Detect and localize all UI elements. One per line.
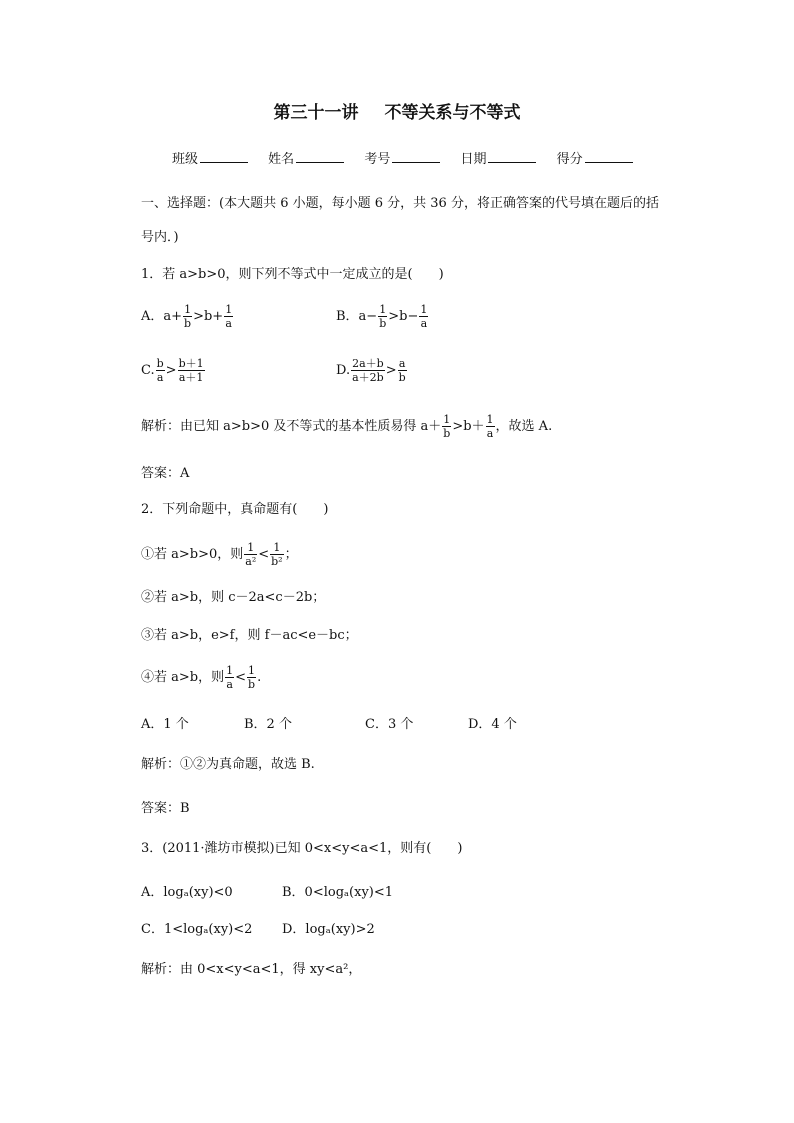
q2-prop-1: ①若 a>b>0，则 $\frac{1}{\text{a²}}$ < $\frac{1}{\text{b²}}$ ； <box>141 541 298 568</box>
q2-answer: 答案：B <box>141 801 190 816</box>
exam-no-label: 考号 <box>364 152 391 167</box>
q3-option-b: B．0<logₐ(xy)<1 <box>282 885 394 900</box>
q1-answer: 答案：A <box>141 466 190 481</box>
title-topic: 不等关系与不等式 <box>384 103 521 123</box>
q1-option-c: C. $\frac{b}{a}$ > $\frac{b+1}{a+1}$ <box>141 357 204 384</box>
q2-prop-2: ②若 a>b，则 c－2a<c－2b； <box>141 590 326 605</box>
q2-option-a: A．1 个 <box>141 717 189 732</box>
name-blank[interactable] <box>296 150 344 163</box>
date-blank[interactable] <box>488 150 536 163</box>
q3-option-c: C．1<logₐ(xy)<2 <box>141 922 253 937</box>
date-label: 日期 <box>460 152 487 167</box>
q2-analysis: 解析：①②为真命题，故选 B. <box>141 757 315 772</box>
q2-stem: 2．下列命题中，真命题有( ) <box>141 502 329 517</box>
q3-stem: 3．(2011·潍坊市模拟)已知 0<x<y<a<1，则有( ) <box>141 841 463 856</box>
q3-option-d: D．logₐ(xy)>2 <box>282 922 375 937</box>
class-blank[interactable] <box>200 150 248 163</box>
q2-prop-4: ④若 a>b，则 $\frac{1}{a}$ < $\frac{1}{b}$ . <box>141 664 262 691</box>
score-blank[interactable] <box>585 150 633 163</box>
q2-option-d: D．4 个 <box>468 717 517 732</box>
title-lecture: 第三十一讲 <box>273 103 359 123</box>
q1-stem: 1．若 a>b>0，则下列不等式中一定成立的是( ) <box>141 267 444 282</box>
class-label: 班级 <box>172 152 199 167</box>
q3-option-a: A．logₐ(xy)<0 <box>141 885 233 900</box>
q2-option-c: C．3 个 <box>365 717 414 732</box>
student-info-row <box>172 150 649 169</box>
section-heading: 一、选择题：(本大题共 6 小题，每小题 6 分，共 36 分，将正确答案的代号填在题后的括 <box>141 196 659 211</box>
q1-analysis: 解析：由已知 a>b>0 及不等式的基本性质易得 a＋ $\frac{1}{b}$ >b＋ $\frac{1}{a}$ ，故选 A. <box>141 413 553 440</box>
page-title <box>0 98 794 123</box>
q1-option-b: B．a− $\frac{1}{b}$ >b− $\frac{1}{a}$ <box>336 303 428 330</box>
score-label: 得分 <box>556 152 583 167</box>
exam-no-blank[interactable] <box>392 150 440 163</box>
q1-option-a: A．a+ $\frac{1}{b}$ >b+ $\frac{1}{a}$ <box>141 303 233 330</box>
q1-option-d: D. $\frac{2a+b}{a+2b}$ > $\frac{a}{b}$ <box>336 357 406 384</box>
section-heading-cont: 号内．) <box>141 230 179 245</box>
q3-analysis: 解析：由 0<x<y<a<1，得 xy<a²， <box>141 962 362 977</box>
q2-option-b: B．2 个 <box>244 717 292 732</box>
name-label: 姓名 <box>268 152 295 167</box>
q2-prop-3: ③若 a>b，e>f，则 f－ac<e－bc； <box>141 628 358 643</box>
